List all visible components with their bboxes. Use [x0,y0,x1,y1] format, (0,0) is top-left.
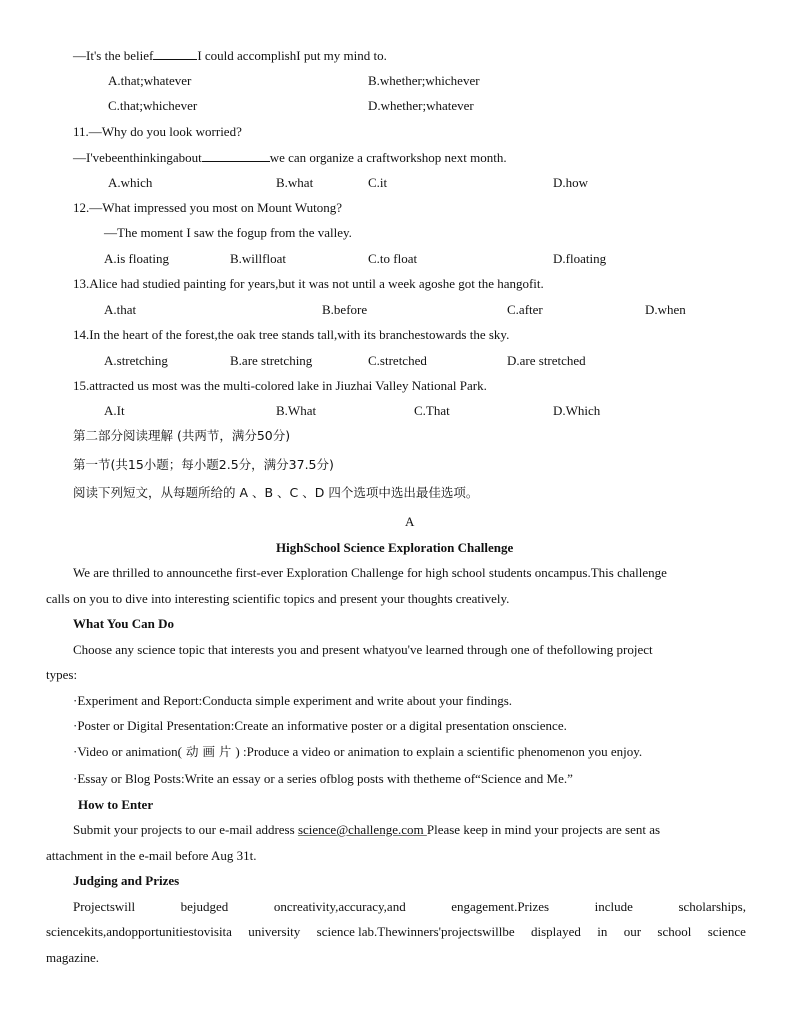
q12-reply: —The moment I saw the fogup from the valley. [104,225,352,240]
q11-stem: 11.—Why do you look worried? [73,124,242,139]
q13-option-d: D.when [645,302,686,317]
q15-option-a: A.It [104,403,125,418]
answer-blank [202,149,270,162]
q11-option-d: D.how [553,175,589,190]
judge-line-3: magazine. [46,950,100,965]
judge-line-1: Projectswill bejudged oncreativity,accuracy,and engagement.Prizes include scholarships, [73,899,746,914]
q13-option-b: B.before [322,302,368,317]
q15-option-d: D.Which [553,403,601,418]
q12-option-d: D.floating [553,251,607,266]
q13-option-c: C.after [507,302,543,317]
what-you-can-do-heading: What You Can Do [73,616,175,631]
q10-stem: —It's the belief I could accomplishI put my mind to. [73,48,387,63]
what-line-1: Choose any science topic that interests you and present whatyou've learned through one of thefollowing project [73,642,653,657]
q14-stem: 14.In the heart of the forest,the oak tree stands tall,with its branchestowards the sky. [73,327,510,342]
reading-instruction: 阅读下列短文，从每题所给的 A 、B 、C 、D 四个选项中选出最佳选项。 [73,485,479,500]
q11-option-c: C.it [368,175,388,190]
passage-title: HighSchool Science Exploration Challenge [276,540,514,555]
q12-option-c: C.to float [368,251,418,266]
q13-option-a: A.that [104,302,137,317]
q10-option-d: D.whether;whatever [368,98,474,113]
what-line-2: types: [46,667,78,682]
bullet-experiment: ·Experiment and Report:Conducta simple experiment and write about your findings. [73,693,513,708]
intro-line-1: We are thrilled to announcethe first-ever Exploration Challenge for high school students oncampus.This challenge [73,565,667,580]
email-link[interactable]: science@challenge.com [297,822,427,837]
part2-heading: 第二部分阅读理解 (共两节，满分50分) [73,428,291,443]
q12-option-b: B.willfloat [230,251,286,266]
enter-line-2: attachment in the e-mail before Aug 31t. [46,848,257,863]
enter-line-1: Submit your projects to our e-mail address science@challenge.com Please keep in mind your projects are sent as [73,822,661,837]
judging-heading: Judging and Prizes [73,873,180,888]
judge-line-2: sciencekits,andopportunitiestovisita university science lab.Thewinners'projectswillbe displayed in our school science [46,924,746,939]
q10-option-a: A.that;whatever [108,73,192,88]
q11-reply: —I'vebeenthinkingabout we can organize a craftworkshop next month. [73,150,507,165]
bullet-video: ·Video or animation( 动 画 片 ) :Produce a video or animation to explain a scientific phenomenon you enjoy. [73,744,643,759]
q14-option-d: D.are stretched [507,353,586,368]
bullet-poster: ·Poster or Digital Presentation:Create an informative poster or a digital presentation onscience. [73,718,567,733]
q15-stem: 15.attracted us most was the multi-colored lake in Jiuzhai Valley National Park. [73,378,487,393]
bullet-essay: ·Essay or Blog Posts:Write an essay or a series ofblog posts with thetheme of“Science and Me.” [73,771,573,786]
answer-blank [153,47,197,60]
how-to-enter-heading: How to Enter [78,797,154,812]
q10-option-c: C.that;whichever [108,98,198,113]
q13-stem: 13.Alice had studied painting for years,but it was not until a week agoshe got the hangofit. [73,276,544,291]
intro-line-2: calls on you to dive into interesting scientific topics and present your thoughts creatively. [46,591,510,606]
section1-heading: 第一节(共15小题；每小题2.5分，满分37.5分) [73,457,334,472]
q15-option-b: B.What [276,403,317,418]
q10-option-b: B.whether;whichever [368,73,480,88]
q15-option-c: C.That [414,403,450,418]
q12-stem: 12.—What impressed you most on Mount Wutong? [73,200,342,215]
q14-option-b: B.are stretching [230,353,313,368]
passage-letter: A [405,514,415,529]
q11-option-a: A.which [108,175,153,190]
q12-option-a: A.is floating [104,251,169,266]
q14-option-a: A.stretching [104,353,168,368]
q14-option-c: C.stretched [368,353,427,368]
q11-option-b: B.what [276,175,314,190]
